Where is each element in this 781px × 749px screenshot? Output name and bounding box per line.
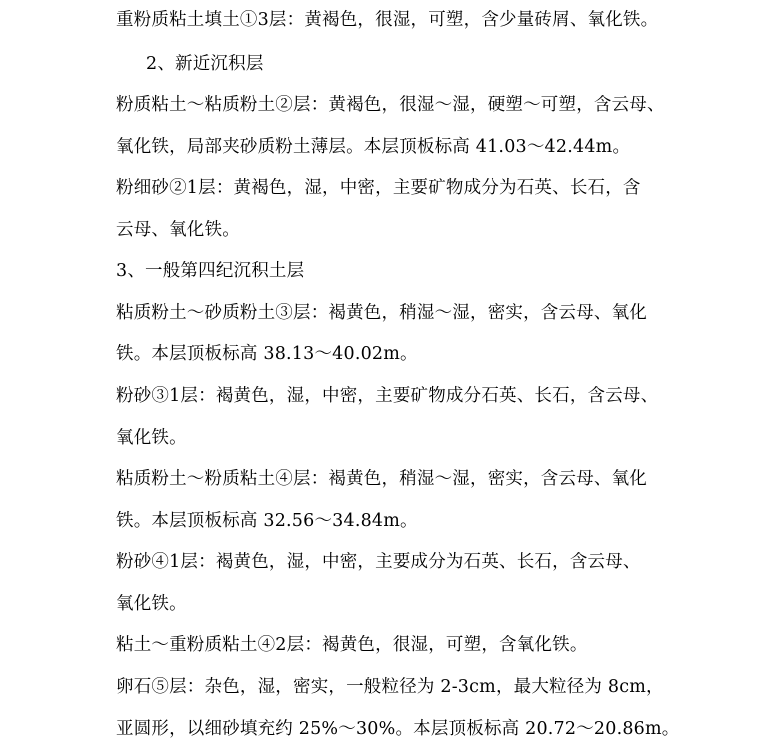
paragraph-line-11: 氧化铁。: [116, 428, 187, 448]
paragraph-line-4: 氧化铁，局部夹砂质粉土薄层。本层顶板标高 41.03～42.44m。: [116, 137, 631, 157]
paragraph-line-15: 氧化铁。: [116, 594, 187, 614]
paragraph-line-16: 粘土～重粉质粘土④2层：褐黄色，很湿，可塑，含氧化铁。: [116, 635, 588, 655]
paragraph-line-6: 云母、氧化铁。: [116, 220, 240, 240]
paragraph-line-18: 亚圆形，以细砂填充约 25%～30%。本层顶板标高 20.72～20.86m。: [116, 719, 680, 739]
paragraph-line-17: 卵石⑤层：杂色，湿，密实，一般粒径为 2-3cm，最大粒径为 8cm，: [116, 677, 664, 697]
paragraph-line-5: 粉细砂②1层：黄褐色，湿，中密，主要矿物成分为石英、长石，含: [116, 178, 641, 198]
paragraph-line-10: 粉砂③1层：褐黄色，湿，中密，主要矿物成分石英、长石，含云母、: [116, 386, 659, 406]
section-heading-2: 2、新近沉积层: [146, 54, 264, 74]
paragraph-line-8: 粘质粉土～砂质粉土③层：褐黄色，稍湿～湿，密实，含云母、氧化: [116, 303, 647, 323]
paragraph-line-14: 粉砂④1层：褐黄色，湿，中密，主要成分为石英、长石，含云母、: [116, 552, 641, 572]
paragraph-line-3: 粉质粘土～粘质粉土②层：黄褐色，很湿～湿，硬塑～可塑，含云母、: [116, 95, 665, 115]
paragraph-line-9: 铁。本层顶板标高 38.13～40.02m。: [116, 344, 418, 364]
paragraph-line-1: 重粉质粘土填土①3层：黄褐色，很湿，可塑，含少量砖屑、氧化铁。: [116, 10, 659, 30]
paragraph-line-12: 粘质粉土～粉质粘土④层：褐黄色，稍湿～湿，密实，含云母、氧化: [116, 469, 647, 489]
section-heading-3: 3、一般第四纪沉积土层: [116, 261, 305, 281]
paragraph-line-13: 铁。本层顶板标高 32.56～34.84m。: [116, 511, 418, 531]
